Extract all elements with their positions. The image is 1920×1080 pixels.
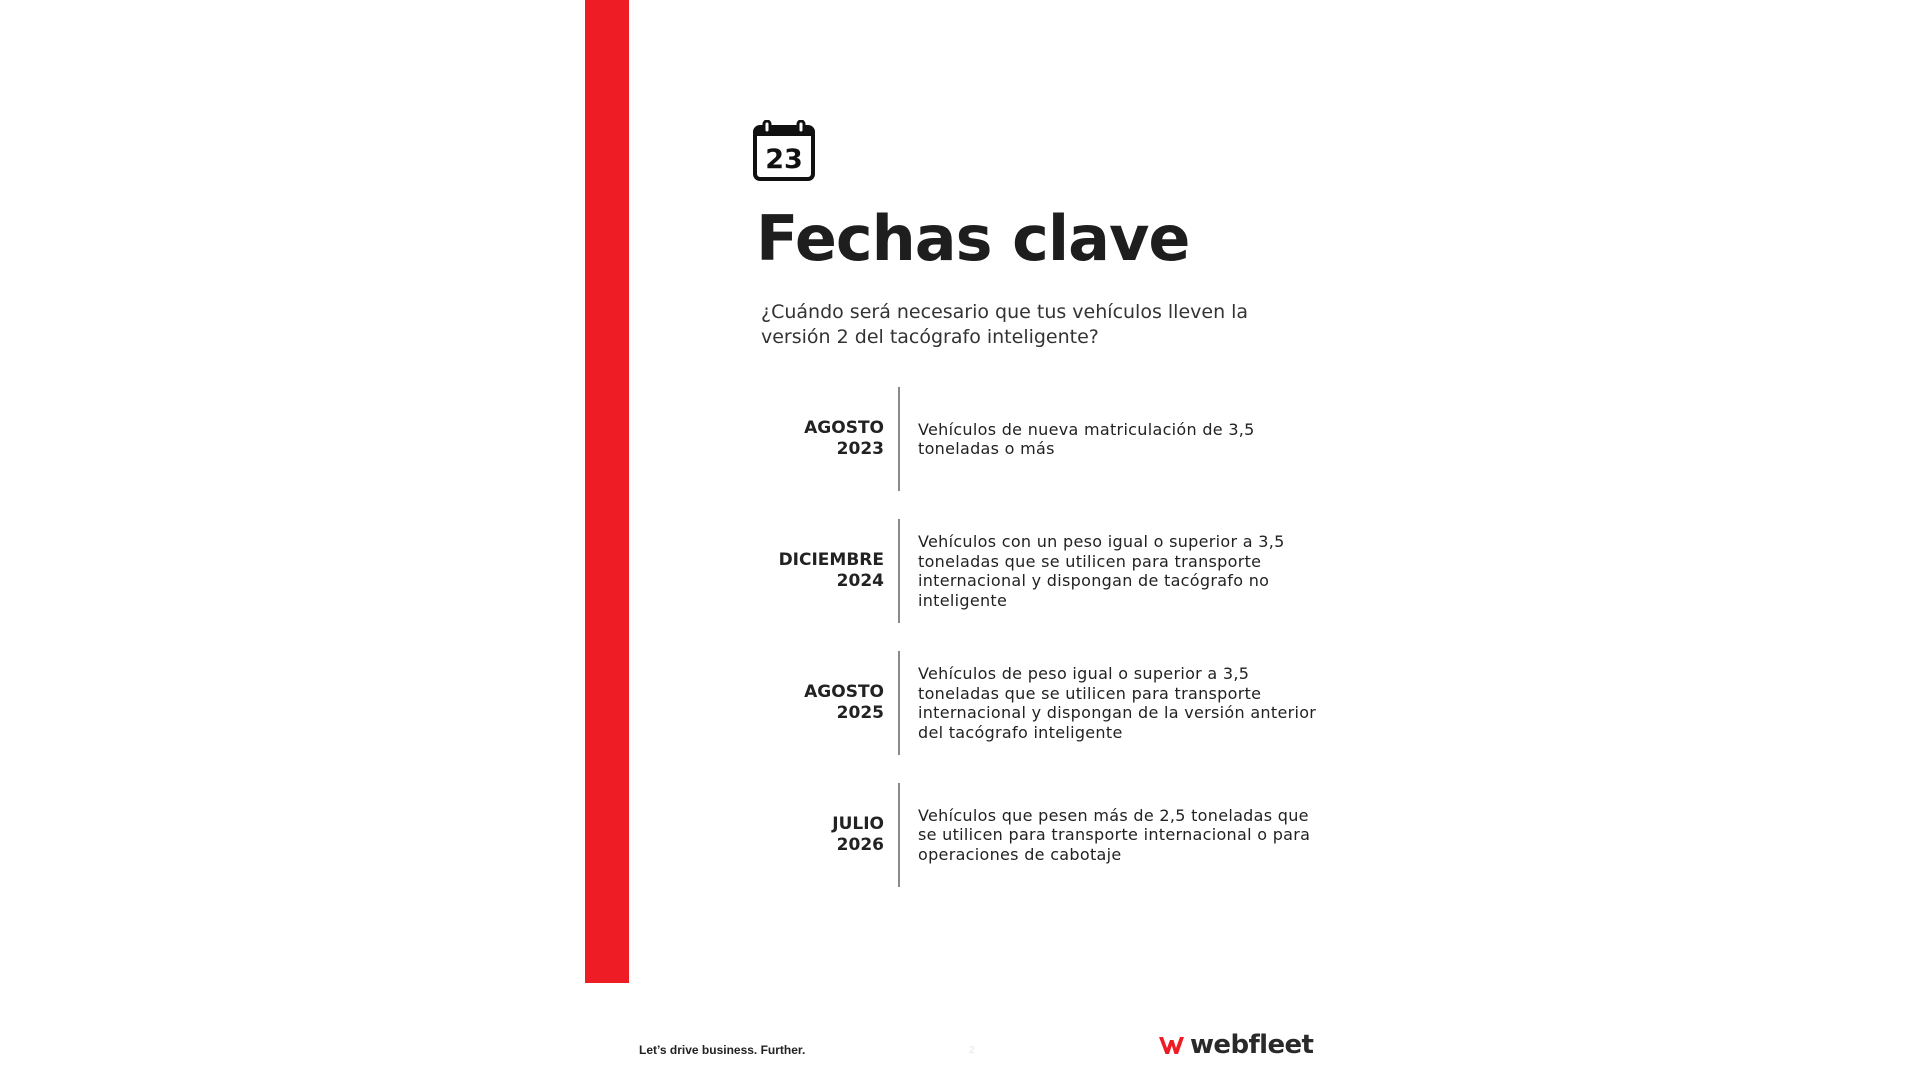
timeline-description: Vehículos de peso igual o superior a 3,5 toneladas que se utilicen para transporte internacional y dispongan de la versión anterior del tacógrafo inteligente: [918, 664, 1317, 742]
timeline: [740, 387, 1320, 887]
timeline-date: [740, 651, 898, 755]
timeline-entry: [740, 519, 1320, 623]
page-number: 2: [969, 1045, 975, 1056]
timeline-entry: [740, 387, 1320, 491]
page-title: Fechas clave: [756, 202, 1190, 275]
calendar-icon: [752, 120, 816, 182]
timeline-description: Vehículos de nueva matriculación de 3,5 toneladas o más: [918, 419, 1255, 458]
timeline-description: Vehículos que pesen más de 2,5 toneladas que se utilicen para transporte internacional o para operaciones de cabotaje: [918, 805, 1311, 864]
timeline-month: DICIEMBRE: [778, 550, 884, 570]
logo-text: webfleet: [1190, 1030, 1314, 1060]
timeline-entry: [740, 783, 1320, 887]
timeline-year: 2025: [836, 703, 884, 723]
page-subtitle: ¿Cuándo será necesario que tus vehículos lleven la versión 2 del tacógrafo inteligente?: [761, 301, 1249, 348]
timeline-year: 2024: [836, 571, 884, 591]
accent-bar: [585, 0, 629, 983]
timeline-entry: [740, 651, 1320, 755]
webfleet-logo-icon: [1158, 1034, 1186, 1056]
webfleet-logo: [1158, 1030, 1313, 1060]
timeline-date: [740, 519, 898, 623]
timeline-date: [740, 387, 898, 491]
calendar-day: 23: [765, 144, 803, 175]
timeline-month: JULIO: [832, 814, 884, 834]
timeline-month: AGOSTO: [804, 682, 884, 702]
footer-tagline: Let’s drive business. Further.: [639, 1043, 806, 1057]
timeline-year: 2023: [836, 439, 884, 459]
timeline-month: AGOSTO: [804, 418, 884, 438]
timeline-date: [740, 783, 898, 887]
timeline-year: 2026: [836, 835, 884, 855]
timeline-description: Vehículos con un peso igual o superior a 3,5 toneladas que se utilicen para transporte internacional y dispongan de tacógrafo no inteligente: [918, 532, 1285, 610]
